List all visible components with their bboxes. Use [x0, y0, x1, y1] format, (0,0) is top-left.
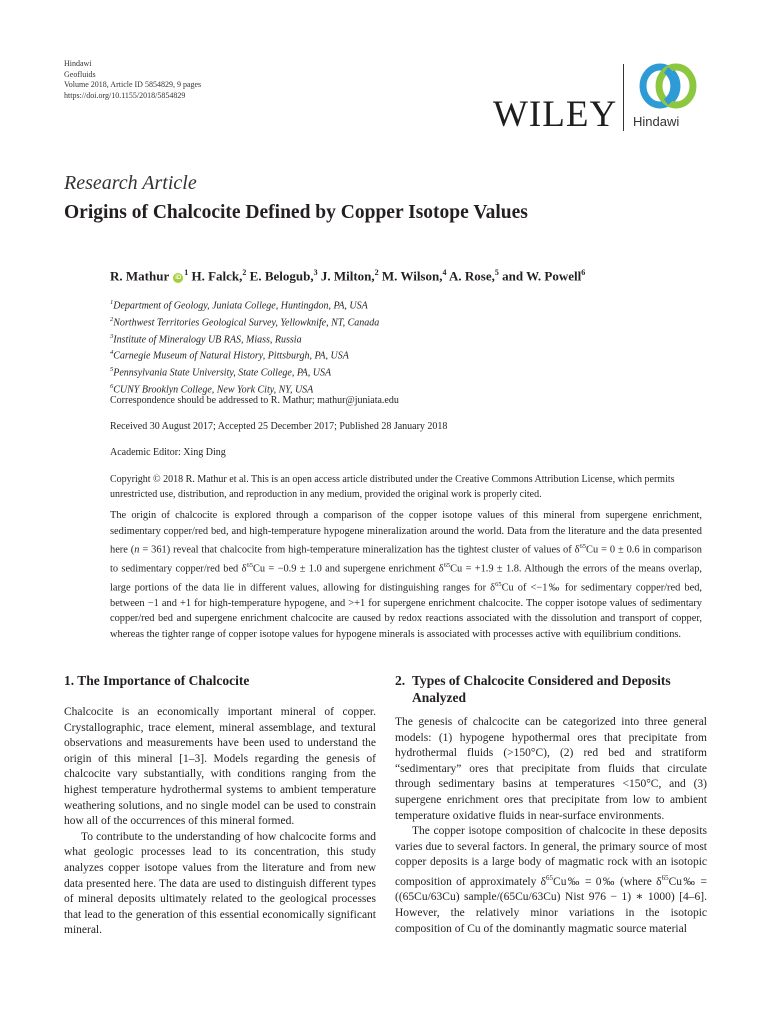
author-name[interactable]: H. Falck, [191, 268, 243, 284]
hindawi-logo-text: Hindawi [633, 114, 680, 129]
section-heading: 1. The Importance of Chalcocite [64, 673, 250, 688]
publisher-name: Hindawi [64, 59, 92, 68]
body-paragraph: The copper isotope composition of chalcocite in these deposits varies due to several factors. In general, the primary source of most copper deposits is a large body of magmatic rock with an isotopic composition of approximately $\delta^{65}Cu‰$ = 0‰ (where $\delta^{65}Cu‰ = ((65Cu/63Cu)$ sample/(65Cu/63Cu) Nist 976 − 1) ∗ 1000) [4–6]. However, the relatively minor variations in the isotopic composition of Cu of the dominantly magmatic source material [395, 825, 708, 935]
affiliation-item: $^2$Northwest Territories Geological Survey, Yellowknife, NT, Canada [110, 315, 380, 329]
affiliation-item: $^5$Pennsylvania State University, State College, PA, USA [110, 366, 332, 379]
author-name[interactable]: M. Wilson, [381, 268, 443, 284]
copyright-notice: Copyright © 2018 R. Mathur et al. This is an open access article distributed under the Creative Commons Attribution License, which permits unrestricted use, distribution, and reproduction in any medium, provided the original work is properly cited. [110, 474, 675, 500]
author-affil-sup: 1 [184, 268, 189, 277]
left-column [64, 672, 376, 939]
orcid-icon[interactable]: iD [175, 275, 182, 282]
affiliation-item: $^3$Institute of Mineralogy UB RAS, Miass, Russia [110, 332, 302, 345]
doi-link[interactable]: https://doi.org/10.1155/2018/5854829 [64, 90, 186, 100]
author-affil-sup: 3 [313, 268, 318, 277]
journal-name: Geofluids [64, 69, 96, 79]
author-name[interactable]: and W. Powell [502, 268, 582, 284]
body-paragraph: Chalcocite is an economically important mineral of copper. Crystallographic, trace element, mineral assemblage, and textural observations and measurements have been used to understand the origin of this mineral [1–3]. Models regarding the genesis of chalcocite vary substantially, with conditions ranging from the highest temperature hydrothermal systems to ambient temperature weathering solutions, and no single model can be used to constrain how all of the occurrences of this mineral formed. [64, 706, 376, 828]
correspondence-line: Correspondence should be addressed to R. Mathur; mathur@juniata.edu [110, 395, 399, 406]
affiliation-item: $^1$Department of Geology, Juniata College, Huntingdon, PA, USA [110, 299, 368, 312]
publication-dates: Received 30 August 2017; Accepted 25 December 2017; Published 28 January 2018 [110, 421, 448, 432]
author-affil-sup: 6 [581, 268, 586, 277]
logo-divider [623, 64, 624, 131]
affiliation-item: $^4$Carnegie Museum of Natural History, Pittsburgh, PA, USA [110, 349, 349, 362]
author-name[interactable]: R. Mathur [110, 268, 169, 284]
body-paragraph: The genesis of chalcocite can be categorized into three general models: (1) hypogene hypothermal ores that precipitate from hydrothermal fluids (>150°C), (2) red bed and stratiform “sedimentary” ores that precipitate from fluids that circulate through sedimentary basins at temperatures <150°C, and (3) supergene enrichment ores that precipitate from low to ambient temperature oxidative fluids in near-surface environments. [395, 716, 707, 822]
affiliation-item: $^6$CUNY Brooklyn College, New York City, NY, USA [110, 383, 314, 396]
wiley-logo: WILEY [493, 94, 618, 135]
author-affil-sup: 2 [242, 268, 247, 277]
author-list [110, 268, 585, 284]
author-name[interactable]: E. Belogub, [249, 268, 314, 284]
author-name[interactable]: J. Milton, [320, 268, 375, 284]
affiliation-list [110, 296, 379, 397]
author-affil-sup: 4 [442, 268, 447, 277]
author-name[interactable]: A. Rose, [449, 268, 495, 284]
section-heading: 2. Types of Chalcocite Considered and Deposits Analyzed [395, 673, 671, 705]
article-type: Research Article [64, 172, 197, 194]
right-column [395, 672, 707, 937]
abstract: The origin of chalcocite is explored through a comparison of the copper isotope values of this mineral from supergene enrichment, sedimentary copper/red bed, and high-temperature hypogene mineralization around the world. Data from the literature and the data presented here (n = 361) reveal that chalcocite from high-temperature mineralization has the tightest cluster of values of $\delta^{65}Cu = 0 \pm 0.6$ in comparison to sedimentary copper/red bed $\delta^{65}Cu = -0.9 \pm 1.0$ and supergene enrichment $\delta^{65}Cu = +1.9 \pm 1.8$. Although the errors of the means overlap, large portions of the data lie in different values, allowing for distinguishing ranges for $\delta^{65}Cu$ of <−1‰ for sedimentary copper/red bed, between −1 and +1 for high-temperature hypogene, and >+1 for supergene enrichment chalcocite. The copper isotope values of sedimentary copper/red bed and supergene enrichment chalcocite are caused by redox reactions associated with the dissolution and transport of copper, whereas the tighter range of copper isotope values for hypogene minerals is associated with processes active with equilibrium conditions. [110, 510, 703, 640]
academic-editor: Academic Editor: Xing Ding [110, 447, 226, 458]
hindawi-logo-icon [636, 62, 700, 110]
article-title: Origins of Chalcocite Defined by Copper Isotope Values [64, 202, 528, 223]
journal-info [64, 59, 201, 101]
body-paragraph: To contribute to the understanding of how chalcocite forms and what geologic processes lead to its concentration, this study analyzes copper isotope values from the literature and from new data presented here. The data are used to distinguish different types of mineral deposits ultimately related to the geological processes that lead to the generation of this essential economically significant mineral. [64, 830, 376, 937]
author-affil-sup: 2 [374, 268, 379, 277]
author-affil-sup: 5 [494, 268, 499, 277]
volume-line: Volume 2018, Article ID 5854829, 9 pages [64, 80, 202, 89]
